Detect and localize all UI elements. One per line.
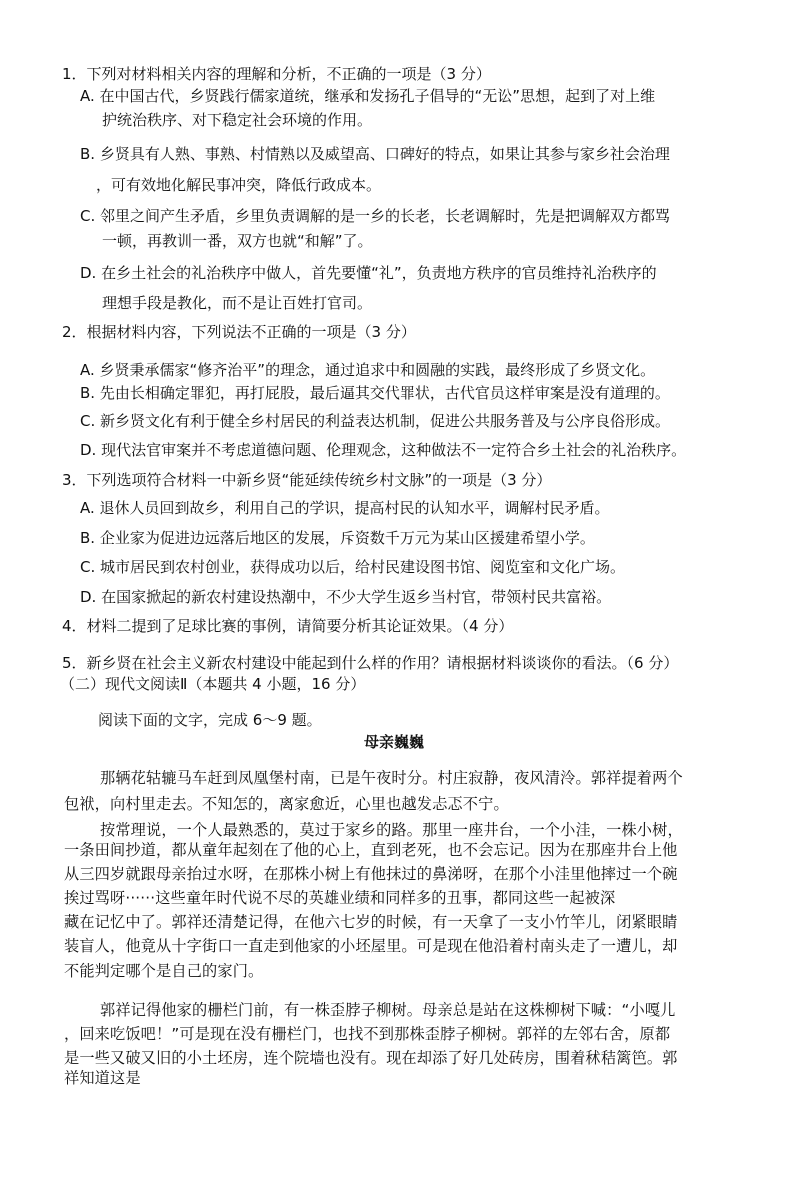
- question-1-option-a-cont: 护统治秩序、对下稳定社会环境的作用。: [102, 111, 373, 129]
- question-1-stem: 1．下列对材料相关内容的理解和分析，不正确的一项是（3 分）: [62, 65, 491, 83]
- question-2-option-b: B. 先由长相确定罪犯，再打屁股，最后逼其交代罪状，古代官员这样审案是没有道理的。: [80, 384, 670, 402]
- question-2-stem: 2．根据材料内容，下列说法不正确的一项是（3 分）: [62, 323, 416, 341]
- question-2-option-a: A. 乡贤秉承儒家“修齐治平”的理念，通过追求中和圆融的实践，最终形成了乡贤文化。: [80, 361, 656, 379]
- question-5: 5．新乡贤在社会主义新农村建设中能起到什么样的作用？请根据材料谈谈你的看法。（6 分）: [62, 654, 679, 672]
- question-1-option-b: B. 乡贤具有人熟、事熟、村情熟以及威望高、口碑好的特点，如果让其参与家乡社会治理: [80, 145, 670, 163]
- question-2-option-c: C. 新乡贤文化有利于健全乡村居民的利益表达机制，促进公共服务普及与公序良俗形成。: [80, 412, 671, 430]
- question-1-option-c: C. 邻里之间产生矛盾，乡里负责调解的是一乡的长老，长老调解时，先是把调解双方都骂: [80, 207, 671, 225]
- question-1-option-d-cont: 理想手段是教化，而不是让百姓打官司。: [102, 294, 373, 312]
- passage-p2-line-1: 按常理说，一个人最熟悉的，莫过于家乡的路。那里一座井台，一个小洼，一株小树，: [100, 821, 683, 839]
- question-3-stem: 3．下列选项符合材料一中新乡贤“能延续传统乡村文脉”的一项是（3 分）: [62, 471, 552, 489]
- passage-p3-line-3: 是一些又破又旧的小土坯房，连个院墙也没有。现在却添了好几处砖房，围着秫秸篱笆。郭: [64, 1049, 678, 1067]
- passage-p2-line-7: 不能判定哪个是自己的家门。: [64, 962, 264, 980]
- passage-title: 母亲巍巍: [364, 733, 425, 751]
- question-1-option-d: D. 在乡土社会的礼治秩序中做人，首先要懂“礼”，负责地方秩序的官员维持礼治秩序的: [80, 264, 657, 282]
- passage-p3-line-1: 郭祥记得他家的栅栏门前，有一株歪脖子柳树。母亲总是站在这株柳树下喊：“小嘎儿: [100, 1001, 676, 1019]
- section-heading: （二）现代文阅读Ⅱ（本题共 4 小题，16 分）: [60, 675, 366, 693]
- passage-p2-line-2: 一条田间抄道，都从童年起刻在了他的心上，直到老死，也不会忘记。因为在那座井台上他: [64, 841, 678, 859]
- question-2-option-d: D. 现代法官审案并不考虑道德问题、伦理观念，这种做法不一定符合乡土社会的礼治秩序。: [80, 441, 687, 459]
- passage-p1-line-1: 那辆花轱辘马车赶到凤凰堡村南，已是午夜时分。村庄寂静，夜风清泠。郭祥提着两个: [100, 769, 683, 787]
- question-3-option-d: D. 在国家掀起的新农村建设热潮中，不少大学生返乡当村官，带领村民共富裕。: [80, 588, 612, 606]
- passage-p1-line-2: 包袱，向村里走去。不知怎的，离家愈近，心里也越发忐忑不宁。: [64, 795, 509, 813]
- question-3-option-a: A. 退休人员回到故乡，利用自己的学识，提高村民的认知水平，调解村民矛盾。: [80, 499, 610, 517]
- question-1-option-a: A. 在中国古代，乡贤践行儒家道统，继承和发扬孔子倡导的“无讼”思想，起到了对上维: [80, 87, 656, 105]
- question-3-option-b: B. 企业家为促进边远落后地区的发展，斥资数千万元为某山区援建希望小学。: [80, 529, 595, 547]
- passage-p2-line-4: 挨过骂呀······这些童年时代说不尽的英雄业绩和同样多的丑事，都同这些一起被深: [64, 889, 616, 907]
- passage-p2-line-6: 装盲人，他竟从十字街口一直走到他家的小坯屋里。可是现在他沿着村南头走了一遭儿，却: [64, 937, 678, 955]
- passage-p3-line-2: ，回来吃饭吧！”可是现在没有栅栏门，也找不到那株歪脖子柳树。郭祥的左邻右舍，原都: [64, 1025, 671, 1043]
- reading-instruction: 阅读下面的文字，完成 6～9 题。: [98, 711, 322, 729]
- passage-p2-line-3: 从三四岁就跟母亲抬过水呀，在那株小树上有他抹过的鼻涕呀，在那个小洼里他摔过一个碗: [64, 865, 678, 883]
- passage-p2-line-5: 藏在记忆中了。郭祥还清楚记得，在他六七岁的时候，有一天拿了一支小竹竿儿，闭紧眼睛: [64, 913, 678, 931]
- question-3-option-c: C. 城市居民到农村创业，获得成功以后，给村民建设图书馆、阅览室和文化广场。: [80, 558, 626, 576]
- question-4: 4．材料二提到了足球比赛的事例，请简要分析其论证效果。（4 分）: [62, 617, 514, 635]
- question-1-option-b-cont: ，可有效地化解民事冲突，降低行政成本。: [96, 176, 382, 194]
- passage-p3-line-4: 祥知道这是: [64, 1069, 141, 1087]
- question-1-option-c-cont: 一顿，再教训一番，双方也就“和解”了。: [102, 232, 373, 250]
